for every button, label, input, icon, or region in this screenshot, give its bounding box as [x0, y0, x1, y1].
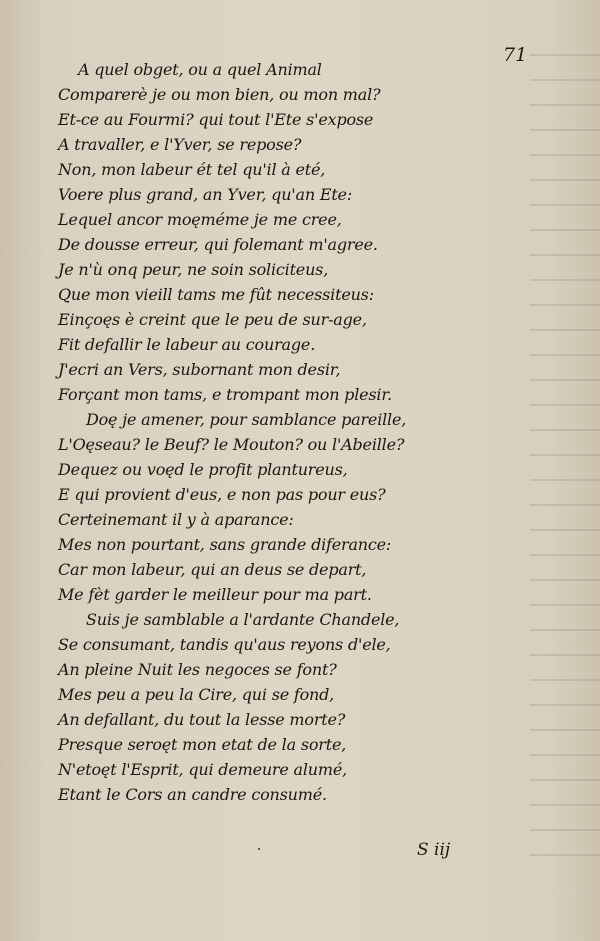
- verse-line: Comparerè je ou mon bien, ou mon mal?: [58, 85, 381, 104]
- page-number: 71: [503, 44, 528, 66]
- verse-line: E qui provient d'eus, e non pas pour eus?: [58, 485, 386, 504]
- verse-line: A quel obget, ou a quel Animal: [78, 60, 322, 79]
- verse-line: J'ecri an Vers, subornant mon desir,: [58, 360, 341, 379]
- verse-line: Se consumant, tandis qu'aus reyons d'ele,: [58, 635, 391, 654]
- verse-line: Dequez ou voęd le profit plantureus,: [58, 460, 348, 479]
- verse-line: Voere plus grand, an Yver, qu'an Ete:: [58, 185, 353, 204]
- verse-line: Fit defallir le labeur au courage.: [58, 335, 316, 354]
- verse-line: Doę je amener, pour samblance pareille,: [86, 410, 407, 429]
- verse-line: Me fèt garder le meilleur pour ma part.: [58, 585, 372, 604]
- verse-line: Presque seroęt mon etat de la sorte,: [58, 735, 347, 754]
- verse-line: L'Oęseau? le Beuf? le Mouton? ou l'Abeille?: [58, 435, 405, 454]
- verse-line: Etant le Cors an candre consumé.: [58, 785, 327, 804]
- verse-line: Mes peu a peu la Cire, qui se fond,: [58, 685, 335, 704]
- verse-line: Que mon vieill tams me fût necessiteus:: [58, 285, 374, 304]
- verse-line: N'etoęt l'Esprit, qui demeure alumé,: [58, 760, 348, 779]
- show-through-text: [530, 40, 600, 860]
- verse-line: Lequel ancor moęméme je me cree,: [58, 210, 342, 229]
- verse-line: Suis je samblable a l'ardante Chandele,: [86, 610, 400, 629]
- verse-line: Car mon labeur, qui an deus se depart,: [58, 560, 367, 579]
- verse-line: Forçant mon tams, e trompant mon plesir.: [58, 385, 392, 404]
- verse-line: Certeinemant il y à aparance:: [58, 510, 294, 529]
- verse-line: An pleine Nuit les negoces se font?: [58, 660, 337, 679]
- verse-line: Et-ce au Fourmi? qui tout l'Ete s'expose: [58, 110, 374, 129]
- verse-line: A travaller, e l'Yver, se repose?: [58, 135, 302, 154]
- verse-line: An defallant, du tout la lesse morte?: [58, 710, 346, 729]
- verse-line: Einçoęs è creint que le peu de sur-age,: [58, 310, 367, 329]
- verse-line: Je n'ù onq peur, ne soin soliciteus,: [58, 260, 329, 279]
- ink-speck: [258, 848, 260, 850]
- verse-line: De dousse erreur, qui folemant m'agree.: [58, 235, 378, 254]
- signature-mark: S iij: [417, 840, 451, 860]
- verse-line: Non, mon labeur ét tel qu'il à eté,: [58, 160, 326, 179]
- verse-line: Mes non pourtant, sans grande diferance:: [58, 535, 392, 554]
